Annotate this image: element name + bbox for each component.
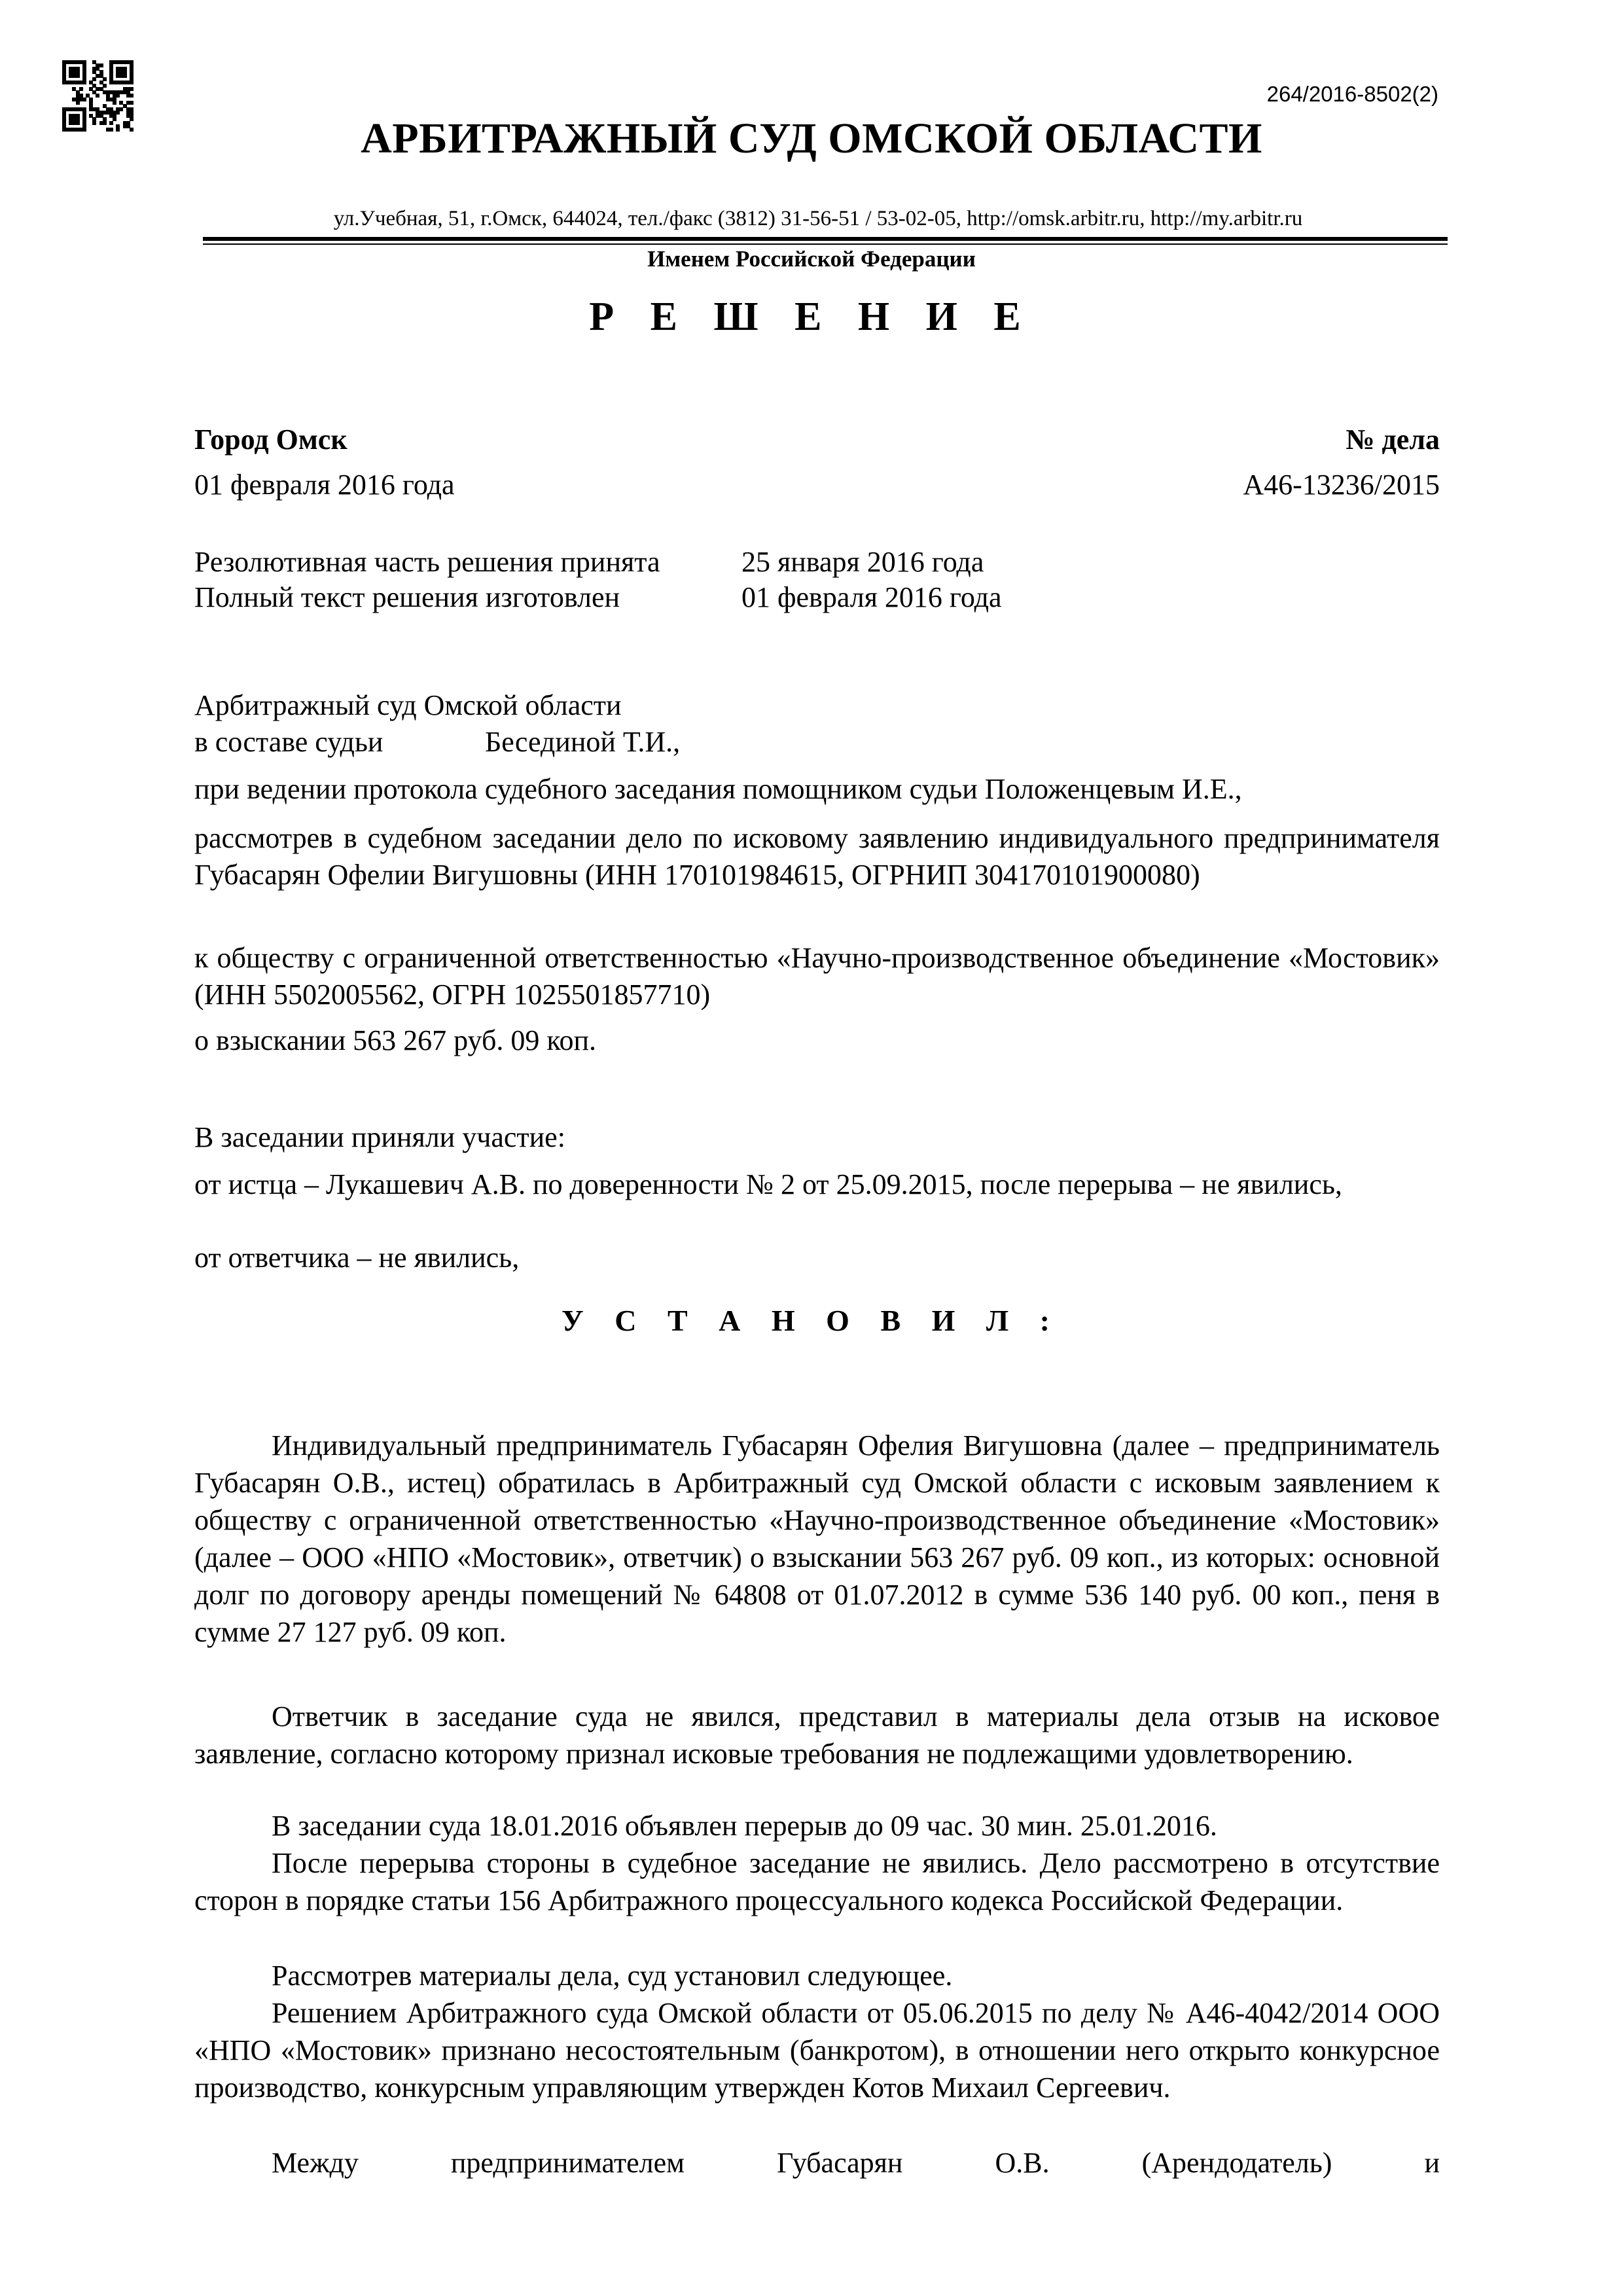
qr-module [103,84,107,88]
established-heading: У С Т А Н О В И Л : [562,1304,1061,1337]
qr-module [130,87,134,91]
body-paragraph: В заседании суда 18.01.2016 объявлен перерыв до 09 час. 30 мин. 25.01.2016. [272,1810,1217,1842]
resolution-label: Резолютивная часть решения принята [194,546,660,578]
qr-module [116,94,120,98]
qr-module [130,94,134,98]
qr-module [79,87,83,91]
protocol-line: при ведении протокола судебного заседания помощником судьи Положенцевым И.Е., [194,773,1242,805]
resolution-date: 25 января 2016 года [741,546,984,578]
qr-module [92,77,96,81]
court-line: Арбитражный суд Омской области [194,689,622,721]
qr-module [82,98,86,101]
subject-line: о взыскании 563 267 руб. 09 коп. [194,1024,597,1056]
qr-module [99,63,103,67]
qr-module [103,77,107,81]
participants-plaintiff: от истца – Лукашевич А.В. по доверенности № 2 от 25.09.2015, после перерыва – не явились, [194,1168,1342,1200]
body-paragraph: Индивидуальный предприниматель Губасарян Офелия Вигушовна (далее – предприниматель Губасарян О.В., истец) обратилась в Арбитражный суд Омской области с исковым заявлением к обществу с ограниченной ответственностью «Научно-производственное объединение «Мостовик» (далее – ООО «НПО «Мостовик», ответчик) о взыскании 563 267 руб. 09 коп., из которых: основной долг по договору аренды помещений № 64808 от 01.07.2012 в сумме 536 140 руб. 00 коп., пеня в сумме 27 127 руб. 09 коп. [194,1429,1440,1648]
court-address: ул.Учебная, 51, г.Омск, 644024, тел./факс (3812) 31-56-51 / 53-02-05, http://omsk.arbitr.ru, http://my.arbitr.ru [333,207,1303,230]
participants-heading: В заседании приняли участие: [194,1121,565,1153]
court-name-heading: АРБИТРАЖНЫЙ СУД ОМСКОЙ ОБЛАСТИ [361,115,1262,162]
participants-defendant: от ответчика – не явились, [194,1242,520,1274]
body-paragraph: Ответчик в заседание суда не явился, представил в материалы дела отзыв на исковое заявление, согласно которому признал исковые требования не подлежащими удовлетворению. [194,1700,1440,1770]
document-code: 264/2016-8502(2) [1266,82,1438,106]
qr-module [130,81,134,84]
body-paragraph: Решением Арбитражного суда Омской области от 05.06.2015 по делу № А46-4042/2014 ООО «НПО «Мостовик» признано несостоятельным (банкротом), в отношении него открыто конкурсное производство, конкурсным управляющим утвержден Котов Михаил Сергеевич. [194,1997,1440,2104]
body-paragraph: После перерыва стороны в судебное заседание не явились. Дело рассмотрено в отсутствие сторон в порядке статьи 156 Арбитражного процессуального кодекса Российской Федерации. [194,1847,1440,1916]
case-number: А46-13236/2015 [1243,469,1440,501]
qr-module [96,94,99,98]
claim-paragraph: рассмотрев в судебном заседании дело по исковому заявлению индивидуального предпринимателя Губасарян Офелии Вигушовны (ИНН 170101984615, ОГРНИП 304170101900080) [194,822,1440,891]
body-paragraph: Между предпринимателем Губасарян О.В. (Арендодатель) и [272,2147,1440,2179]
body-paragraph: Рассмотрев материалы дела, суд установил следующее. [272,1960,953,1992]
qr-module [119,107,123,111]
judge-name: Бесединой Т.И., [485,726,681,758]
full-text-label: Полный текст решения изготовлен [194,581,620,613]
case-number-label: № дела [1346,423,1440,456]
decision-date: 01 февраля 2016 года [194,469,455,501]
qr-module [130,101,134,105]
document-title: Р Е Ш Е Н И Е [589,295,1034,339]
defendant-paragraph: к обществу с ограниченной ответственностью «Научно-производственное объединение «Мостовик» (ИНН 5502005562, ОГРН 1025501857710) [194,942,1440,1011]
in-name-of-federation: Именем Российской Федерации [647,246,976,272]
qr-module [113,101,116,105]
header-divider-thick [203,237,1448,241]
judge-label: в составе судьи [194,726,383,758]
full-text-date: 01 февраля 2016 года [741,581,1002,613]
qr-module [76,74,80,78]
qr-module [123,74,127,78]
city-label: Город Омск [194,423,348,456]
qr-module [76,101,80,105]
qr-module [82,81,86,84]
